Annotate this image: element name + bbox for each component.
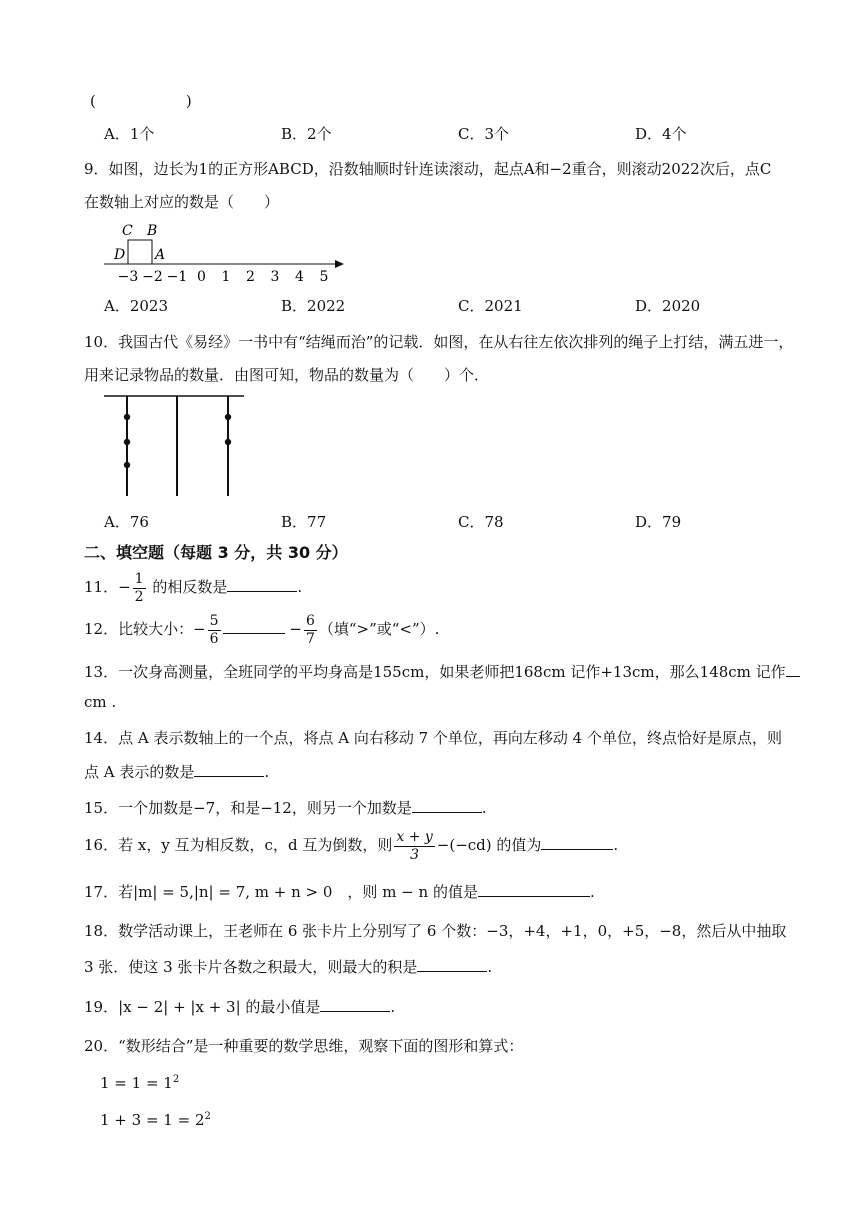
label-b: B bbox=[147, 223, 158, 239]
square-abcd bbox=[128, 240, 152, 264]
q20-eq2: $1 + 3 = 1 = 2^2$ bbox=[100, 1111, 211, 1129]
q14-line1: 14．点 A 表示数轴上的一个点，将点 A 向右移动 7 个单位，再向左移动 4 个单位，终点恰好是原点，则 bbox=[84, 729, 782, 747]
q9-line1: 9．如图，边长为1的正方形ABCD，沿数轴顺时针连读滚动，起点A和−2重合，则滚动2022次后，点C bbox=[84, 160, 772, 178]
axis-tick-label: −1 bbox=[166, 269, 188, 285]
axis-tick-label: −3 bbox=[117, 269, 139, 285]
q16-fraction: $\frac{x + y}{3}$ bbox=[396, 828, 433, 863]
q8-option-d: D．4个 bbox=[635, 125, 687, 143]
axis-tick-label: 4 bbox=[295, 269, 304, 285]
q8-option-c: C．3个 bbox=[458, 125, 510, 143]
q11-answer-blank bbox=[227, 575, 297, 592]
q11-number: 11． bbox=[84, 578, 119, 596]
label-c: C bbox=[122, 223, 133, 239]
section-heading: 二、填空题（每题 3 分，共 30 分） bbox=[84, 543, 348, 562]
knot bbox=[124, 439, 130, 445]
axis-tick-label: −2 bbox=[142, 269, 163, 285]
axis-tick-label: 3 bbox=[270, 269, 280, 285]
number-line-figure bbox=[100, 218, 350, 286]
q17-answer-blank bbox=[478, 880, 590, 897]
axis-tick-label: 0 bbox=[197, 269, 206, 285]
q9-option-c: C．2021 bbox=[458, 297, 523, 315]
q10-line2: 用来记录物品的数量．由图可知，物品的数量为（ ）个． bbox=[84, 366, 490, 384]
q11-minus: − bbox=[118, 578, 131, 596]
q20-line1: 20．“数形结合”是一种重要的数学思维，观察下面的图形和算式： bbox=[84, 1037, 524, 1055]
q9-option-b: B．2022 bbox=[281, 297, 346, 315]
q16-answer-blank bbox=[541, 833, 613, 850]
q10-option-c: C．78 bbox=[458, 513, 504, 531]
label-d: D bbox=[114, 247, 126, 263]
q20-eq1: $1 = 1 = 1^2$ bbox=[100, 1074, 180, 1092]
knot bbox=[225, 439, 231, 445]
q18-answer-blank bbox=[417, 955, 487, 972]
q17: 17．若|m| = 5,|n| = 7, m + n > 0 ，则 m − n 的值是 . bbox=[84, 880, 595, 902]
q19-answer-blank bbox=[320, 995, 390, 1012]
q9-option-d: D．2020 bbox=[635, 297, 701, 315]
axis-tick-label: 5 bbox=[319, 269, 329, 285]
q18-line1: 18．数学活动课上，王老师在 6 张卡片上分别写了 6 个数：−3，+4，+1，0，+5，−8，然后从中抽取 bbox=[84, 922, 787, 940]
q12-fraction-2: $\frac{6}{7}$ bbox=[305, 612, 315, 647]
q15-answer-blank bbox=[412, 796, 482, 813]
q12-hint: （填“>”或“<”）. bbox=[318, 620, 440, 638]
q11-text: 的相反数是 bbox=[147, 578, 228, 596]
q11: 11．− $\frac{1}{2}$ 的相反数是 . bbox=[84, 570, 303, 605]
q10-option-b: B．77 bbox=[281, 513, 327, 531]
q19: 19．|x − 2| + |x + 3| 的最小值是 . bbox=[84, 995, 395, 1017]
q12-text: 12．比较大小： bbox=[84, 620, 194, 638]
q14-answer-blank bbox=[194, 760, 264, 777]
q9-option-a: A．2023 bbox=[104, 297, 169, 315]
knot bbox=[225, 414, 231, 420]
knot bbox=[124, 462, 130, 468]
axis-tick-label: 1 bbox=[221, 269, 231, 285]
q10-line1: 10．我国古代《易经》一书中有“结绳而治”的记载．如图，在从右往左依次排列的绳子上打结，满五进一， bbox=[84, 333, 794, 351]
q8-option-a: A．1个 bbox=[104, 125, 155, 143]
q8-paren: ( ) bbox=[90, 92, 192, 110]
q12-answer-blank bbox=[223, 617, 285, 634]
label-a: A bbox=[155, 247, 166, 263]
q14-line2: 点 A 表示的数是 . bbox=[84, 760, 269, 782]
q13-line2: cm . bbox=[84, 693, 117, 711]
q13-answer-blank bbox=[786, 660, 800, 677]
q13-line1: 13．一次身高测量，全班同学的平均身高是155cm，如果老师把168cm 记作+13cm，那么148cm 记作 bbox=[84, 660, 800, 682]
q8-option-b: B．2个 bbox=[281, 125, 332, 143]
knotted-rope-figure bbox=[100, 392, 250, 502]
q16: 16．若 x，y 互为相反数，c，d 互为倒数，则 $\frac{x + y}{3}$ −(−cd) 的值为 . bbox=[84, 828, 619, 863]
q10-option-d: D．79 bbox=[635, 513, 682, 531]
q10-option-a: A．76 bbox=[104, 513, 149, 531]
q18-line2: 3 张．使这 3 张卡片各数之积最大，则最大的积是 . bbox=[84, 955, 492, 977]
q9-line2: 在数轴上对应的数是（ ） bbox=[84, 193, 280, 211]
q11-fraction: $\frac{1}{2}$ bbox=[134, 570, 144, 605]
knot bbox=[124, 414, 130, 420]
axis-tick-label: 2 bbox=[246, 269, 255, 285]
q12: 12．比较大小：− $\frac{5}{6}$ − $\frac{6}{7}$ （填“>”或“<”）. bbox=[84, 612, 440, 647]
q12-fraction-1: $\frac{5}{6}$ bbox=[209, 612, 219, 647]
q15: 15．一个加数是−7，和是−12，则另一个加数是 . bbox=[84, 796, 487, 818]
axis-arrow-icon bbox=[335, 260, 344, 268]
